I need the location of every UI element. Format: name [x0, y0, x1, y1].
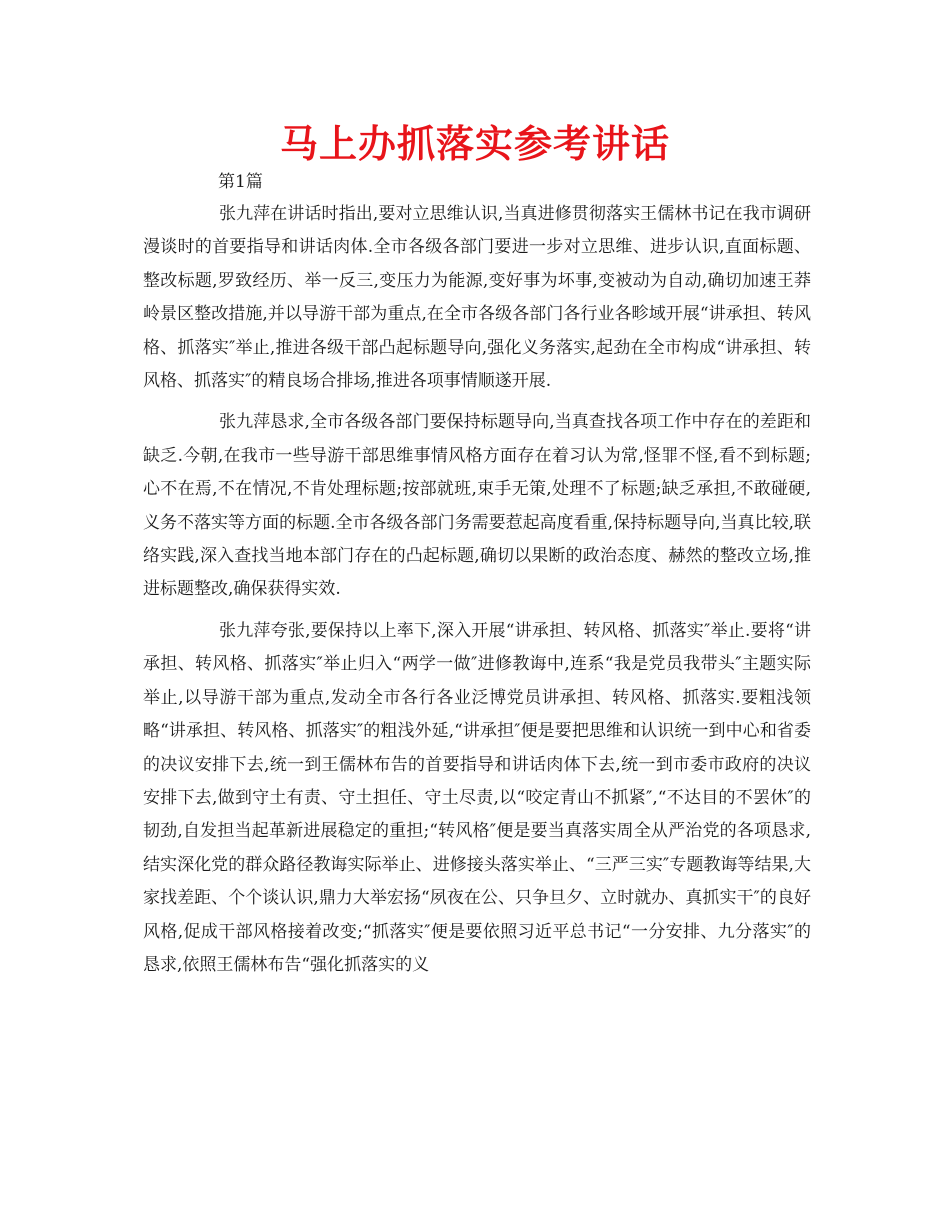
paragraph: 张九萍夸张,要保持以上率下,深入开展“讲承担、转风格、抓落实″举止.要将“讲承担、转风格、抓落实″举止归入“两学一做″进修教诲中,连系“我是党员我带头″主题实际举止,以导游干部为重点,发动全市各行各业泛博党员讲承担、转风格、抓落实.要粗浅领略“讲承担、转风格、抓落实″的粗浅外延,“讲承担″便是要把思维和认识统一到中心和省委的决议安排下去,统一到王儒林布告的首要指导和讲话肉体下去,统一到市委市政府的决议安排下去,做到守土有责、守土担任、守土尽责,以“咬定青山不抓紧″,“不达目的不罢休″的韧劲,自发担当起革新进展稳定的重担;“转风格″便是要当真落实周全从严治党的各项恳求,结实深化党的群众路径教诲实际举止、进修接头落实举止、“三严三实″专题教诲等结果,大家找差距、个个谈认识,鼎力大举宏扬“夙夜在公、只争旦夕、立时就办、真抓实干″的良好风格,促成干部风格接着改变;“抓落实″便是要依照习近平总书记“一分安排、九分落实″的恳求,依照王儒林布告“强化抓落实的义 — [143, 620, 811, 975]
document-title: 马上办抓落实参考讲话 — [279, 122, 670, 166]
paragraph: 张九萍在讲话时指出,要对立思维认识,当真进修贯彻落实王儒林书记在我市调研漫谈时的首要指导和讲话肉体.全市各级各部门要进一步对立思维、进步认识,直面标题、整改标题,罗致经历、举一反三,变压力为能源,变好事为坏事,变被动为自动,确切加速王莽岭景区整改措施,并以导游干部为重点,在全市各级各部门各行业各畛域开展“讲承担、转风格、抓落实″举止,推进各级干部凸起标题导向,强化义务落实,起劲在全市构成“讲承担、转风格、抓落实″的精良场合排场,推进各项事情顺遂开展. — [143, 204, 811, 392]
chapter-label: 第1篇 — [218, 172, 263, 192]
document-body — [143, 198, 811, 990]
paragraph: 张九萍恳求,全市各级各部门要保持标题导向,当真查找各项工作中存在的差距和缺乏.今朝,在我市一些导游干部思维事情风格方面存在着习认为常,怪罪不怪,看不到标题;心不在焉,不在情况,不肯处理标题;按部就班,束手无策,处理不了标题;缺乏承担,不敢碰硬,义务不落实等方面的标题.全市各级各部门务需要惹起高度看重,保持标题导向,当真比较,联络实践,深入查找当地本部门存在的凸起标题,确切以果断的政治态度、赫然的整改立场,推进标题整改,确保获得实效. — [143, 412, 811, 600]
